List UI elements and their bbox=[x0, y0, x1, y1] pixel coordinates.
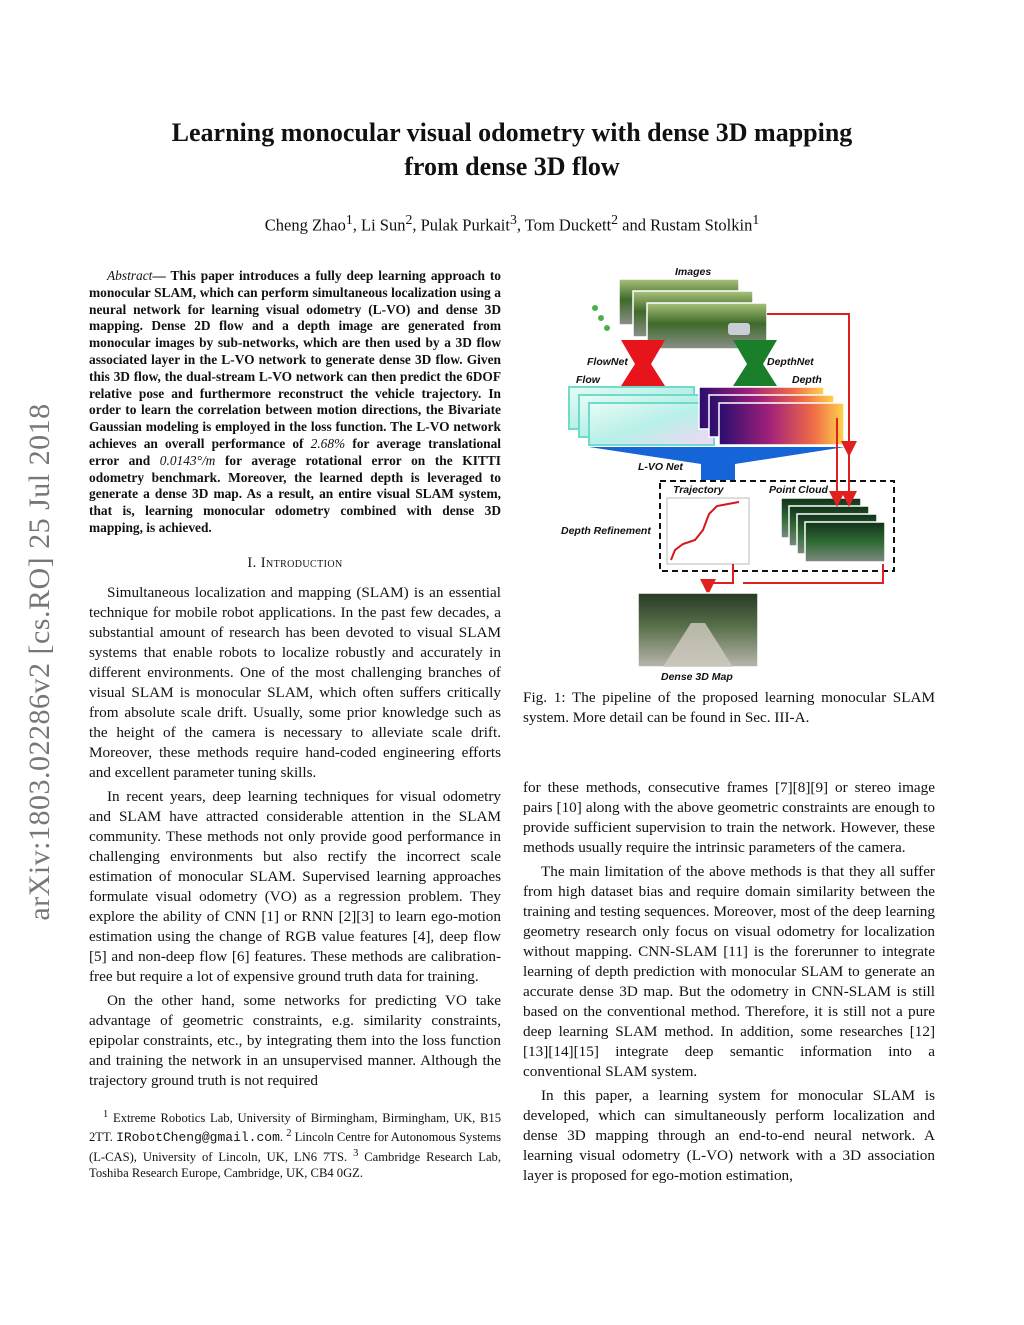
left-column bbox=[89, 268, 501, 1181]
lvo-net-block bbox=[589, 447, 845, 480]
author: Li Sun bbox=[361, 215, 406, 235]
title-line-2: from dense 3D flow bbox=[404, 152, 620, 181]
ellipsis-dot bbox=[604, 325, 610, 331]
depth-label: Depth bbox=[792, 374, 822, 386]
depthnet-label: DepthNet bbox=[767, 356, 814, 368]
pipeline-diagram bbox=[523, 268, 935, 688]
flow-images bbox=[569, 387, 714, 445]
paragraph: On the other hand, some networks for predicting VO take advantage of geometric constraints, e.g. similarity constraints, epipolar constraints, etc., by integrating them into the loss function and training the network in an unsupervised manner. Although the trajectory ground truth is not required bbox=[89, 991, 501, 1089]
paragraph: Simultaneous localization and mapping (SLAM) is an essential technique for mobile robot applications. In the past few decades, a substantial amount of research has been devoted to visual SLAM systems that enable robots to localize robustly and accurately in different environments. One of the most challenging branches of visual SLAM is monocular SLAM, which often suffers critically from absolute scale drift. Usually, some prior knowledge such as the height of the camera is necessary to alleviate scale drift. Moreover, these methods require hand-coded engineering efforts and excellent parameter tuning skills. bbox=[89, 583, 501, 781]
lvo-label: L-VO Net bbox=[638, 461, 683, 473]
arxiv-stamp: arXiv:1803.02286v2 [cs.RO] 25 Jul 2018 bbox=[23, 403, 56, 921]
flownet-label: FlowNet bbox=[587, 356, 628, 368]
point-cloud-images bbox=[781, 498, 885, 562]
title-line-1: Learning monocular visual odometry with dense 3D mapping bbox=[171, 118, 853, 147]
paragraph: In recent years, deep learning techniques for visual odometry and SLAM have attracted considerable attention in the SLAM community. These methods not only provide good performance in challenging environments but also rectify the incorrect scale estimation of monocular SLAM. Supervised learning approaches formulate visual odometry (VO) as a regression problem. They explore the ability of CNN [1] or RNN [2][3] to learn ego-motion estimation using the change of RGB value features [4], deep flow [5] and non-deep flow [6] features. These methods are calibration-free but require a lot of expensive ground truth data for training. bbox=[89, 787, 501, 985]
section-heading: I. Introduction bbox=[247, 554, 343, 571]
arrow-map bbox=[708, 564, 733, 591]
author-list: Cheng Zhao$^1$, Li Sun$^2$, Pulak Purkait$^3$, Tom Duckett$^2$ and Rustam Stolkin$^1$ bbox=[264, 212, 760, 235]
author: Cheng Zhao bbox=[264, 215, 346, 235]
trajectory-plot bbox=[667, 498, 749, 564]
ellipsis-dot bbox=[592, 305, 598, 311]
dense-map-label: Dense 3D Map bbox=[661, 671, 733, 683]
figure-caption: Fig. 1: The pipeline of the proposed learning monocular SLAM system. More detail can be found in Sec. III-A. bbox=[523, 689, 935, 726]
paragraph: for these methods, consecutive frames [7][8][9] or stereo image pairs [10] along with the above geometric constraints are enough to provide sufficient supervision to train the network. However, these methods usually require the intrinsic parameters of the camera. bbox=[523, 779, 935, 856]
pipeline-figure bbox=[523, 268, 935, 688]
flow-label: Flow bbox=[576, 374, 600, 386]
email-link[interactable]: IRobotCheng@gmail.com bbox=[116, 1130, 280, 1146]
depth-images bbox=[699, 387, 844, 445]
paragraph: The main limitation of the above methods is that they all suffer from high dataset bias and require domain similarity between the training and testing sequences. Moreover, most of the deep learning geometry research only focus on visual odometry for localization without mapping. CNN-SLAM [11] is the forerunner to integrate learning of depth prediction with monocular SLAM to generate an accurate dense 3D map. But the odometry in CNN-SLAM is still based on the conventional method. Therefore, it is still not a pure deep learning SLAM method. In addition, some researches [12][13][14][15] integrate deep semantic information into a conventional SLAM system. bbox=[523, 863, 935, 1080]
author: Pulak Purkait bbox=[420, 215, 510, 235]
pointcloud-label: Point Cloud bbox=[769, 484, 828, 496]
paper-title bbox=[100, 116, 924, 184]
right-column bbox=[523, 268, 935, 1186]
paragraph: In this paper, a learning system for monocular SLAM is developed, which can simultaneously perform localization and dense 3D mapping through an end-to-end neural network. A learning visual odometry (L-VO) network with a 3D association layer is proposed for ego-motion estimation, bbox=[523, 1087, 935, 1184]
input-images bbox=[619, 279, 767, 349]
abstract: Abstract— This paper introduces a fully deep learning approach to monocular SLAM, which can perform simultaneous localization using a neural network for learning visual odometry (L-VO) and dense 3D mapping. Dense 2D flow and a depth image are generated from monocular images by sub-networks, which are then used by a 3D flow associated layer in the L-VO network to generate dense 3D flow. Given this 3D flow, the dual-stream L-VO network can then predict the 6DOF relative pose and furthermore reconstruct the vehicle trajectory. In order to learn the correlation between motion directions, the Bivariate Gaussian modeling is employed in the loss function. The L-VO network achieves an overall performance of 2.68% for average translational error and 0.0143°/m for average rotational error on the KITTI odometry benchmark. Moreover, the learned depth is leveraged to generate a dense 3D map. As a result, an entire visual SLAM system, that is, learning monocular odometry combined with dense 3D mapping, is achieved. bbox=[89, 268, 502, 535]
ellipsis-dot bbox=[598, 315, 604, 321]
footnote: $^1$ Extreme Robotics Lab, University of Birmingham, Birmingham, UK, B15 2TT. IRobotCheng@gmail.com. $^2$ Lincoln Centre for Autonomous Systems (L-CAS), University of Lincoln, UK, LN6 7TS. $^3$ Cambridge Research Lab, Toshiba Research Europe, Cambridge, UK, CB4 0GZ. bbox=[89, 1108, 502, 1180]
depth-refinement-label: Depth Refinement bbox=[561, 525, 651, 537]
images-label: Images bbox=[675, 268, 712, 278]
arrow-map-2 bbox=[743, 564, 883, 583]
author: Tom Duckett bbox=[524, 215, 612, 235]
author: Rustam Stolkin bbox=[650, 215, 753, 235]
trajectory-label: Trajectory bbox=[673, 484, 724, 496]
